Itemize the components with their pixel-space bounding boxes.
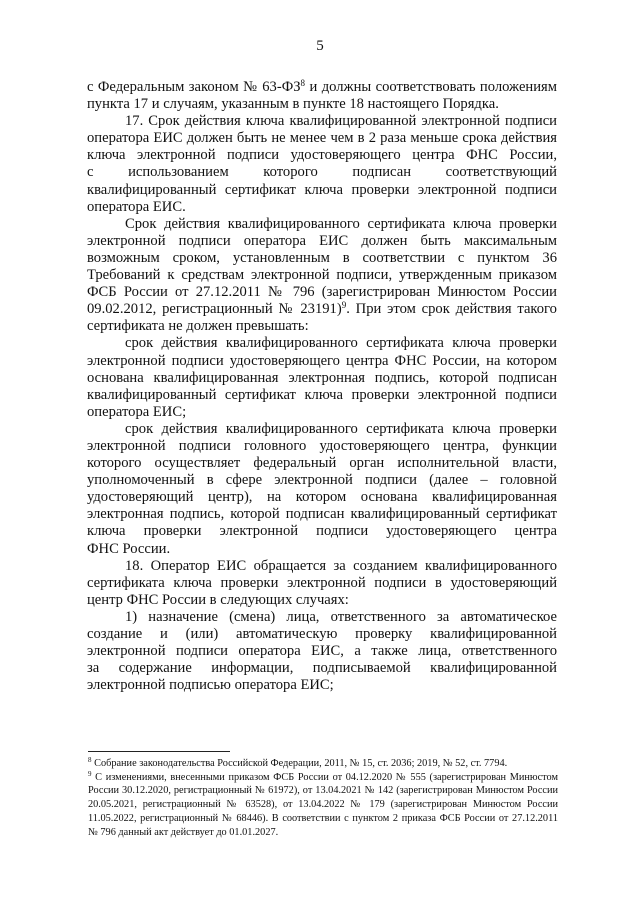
paragraph xyxy=(87,79,557,113)
text-line xyxy=(87,182,557,199)
line-text: ключа электронной подписи удостоверяющего центра ФНС России, xyxy=(87,147,557,164)
text-line xyxy=(87,250,557,267)
line-text: центр ФНС России в следующих случаях: xyxy=(87,591,349,608)
text-line xyxy=(87,438,557,455)
text-line xyxy=(87,506,557,523)
line-text: Срок действия квалифицированного сертификата ключа проверки xyxy=(125,215,557,232)
footnote-ref: 8 xyxy=(300,78,306,88)
document-body xyxy=(87,79,557,694)
line-text: основана квалифицированная электронная подпись, которой подписан xyxy=(87,369,557,386)
text-line xyxy=(87,147,557,164)
footnote-separator xyxy=(88,751,230,752)
footnote-text: Собрание законодательства Российской Федерации, 2011, № 15, ст. 2036; 2019, № 52, ст. 7794. xyxy=(91,758,508,769)
line-text: 17. Срок действия ключа квалифицированной электронной подписи xyxy=(125,113,557,130)
line-text: за содержание информации, подписываемой квалифицированной xyxy=(87,660,557,677)
line-text: электронная подпись, которой подписан квалифицированный сертификат xyxy=(87,506,557,523)
line-text: 18. Оператор ЕИС обращается за созданием квалифицированного xyxy=(125,557,557,574)
text-line xyxy=(87,284,557,301)
footnote-ref: 9 xyxy=(341,300,347,311)
footnote xyxy=(88,757,558,771)
text-line xyxy=(87,96,557,113)
paragraph xyxy=(87,558,557,609)
text-line xyxy=(87,233,557,250)
line-text: сертификата не должен превышать: xyxy=(87,318,309,335)
line-text: с использованием которого подписан соответствующий xyxy=(87,164,557,181)
footnote xyxy=(88,771,558,840)
line-text: ФСБ России от 27.12.2011 № 796 (зарегистрирован Минюстом России xyxy=(87,284,557,301)
text-line xyxy=(87,130,557,147)
footnote-text: России 30.12.2020, регистрационный № 61972), от 13.04.2021 № 142 (зарегистрирован Минюстом России xyxy=(88,785,558,797)
line-text: уполномоченный в сфере электронной подписи (далее – головной xyxy=(87,472,557,489)
line-text: которого осуществляет федеральный орган исполнительной власти, xyxy=(87,455,557,472)
paragraph xyxy=(87,216,557,336)
footnotes xyxy=(88,757,558,839)
line-text: квалифицированный сертификат ключа проверки электронной подписи xyxy=(87,181,557,198)
text-line xyxy=(87,335,557,352)
line-text: квалифицированный сертификат ключа проверки электронной подписи xyxy=(87,386,557,403)
paragraph xyxy=(87,609,557,694)
line-text: электронной подписью оператора ЕИС; xyxy=(87,677,334,694)
line-text: сертификата ключа проверки электронной подписи в удостоверяющий xyxy=(87,574,557,591)
text-line xyxy=(87,523,557,540)
footnote-line xyxy=(88,757,558,771)
paragraph xyxy=(87,421,557,558)
page-number: 5 xyxy=(316,38,324,54)
text-line xyxy=(87,626,557,643)
line-text: оператора ЕИС. xyxy=(87,198,186,215)
text-line xyxy=(87,472,557,489)
line-text: 1) назначение (смена) лица, ответственного за автоматическое xyxy=(125,608,557,625)
line-text: Требований к средствам электронной подписи, утвержденным приказом xyxy=(87,267,557,284)
line-text: ключа проверки электронной подписи удостоверяющего центра xyxy=(87,523,557,540)
line-text: возможным сроком, установленным в соответствии с пунктом 36 xyxy=(87,249,557,266)
text-line xyxy=(87,592,557,609)
footnote-text: 20.05.2021, регистрационный № 63528), от 13.04.2022 № 179 (зарегистрирован Минюстом России xyxy=(88,799,558,811)
text-line xyxy=(87,643,557,660)
text-line xyxy=(87,489,557,506)
text-line xyxy=(87,113,557,130)
text-line xyxy=(87,267,557,284)
text-line xyxy=(87,387,557,404)
text-line xyxy=(87,455,557,472)
footnote-line xyxy=(88,812,558,826)
line-text: и должны соответствовать положениям xyxy=(305,79,557,95)
text-line xyxy=(87,216,557,233)
line-text: удостоверяющий центр), на котором основана квалифицированная xyxy=(87,489,557,506)
text-line xyxy=(87,677,557,694)
footnote-text: 11.05.2022, регистрационный № 68446). В соответствии с пунктом 2 приказа ФСБ России от 27.12.2011 xyxy=(88,812,558,824)
text-line xyxy=(87,301,557,318)
line-text: создание и (или) автоматическую проверку квалифицированной xyxy=(87,626,557,642)
text-line xyxy=(87,164,557,181)
footnote-line xyxy=(88,798,558,812)
footnote-text: С изменениями, внесенными приказом ФСБ России от 04.12.2020 № 555 (зарегистрирован Минюстом xyxy=(91,771,558,783)
text-line xyxy=(87,575,557,592)
footnote-number: 9 xyxy=(88,769,92,778)
line-text: с Федеральным законом № 63-ФЗ xyxy=(87,79,301,95)
line-text: 09.02.2012, регистрационный № 23191) xyxy=(87,301,342,318)
footnote-line xyxy=(88,826,558,840)
text-line xyxy=(87,558,557,575)
footnote-text: № 796 данный акт действует до 01.01.2027. xyxy=(88,826,279,838)
footnote-line xyxy=(88,771,558,785)
paragraph xyxy=(87,113,557,216)
footnote-line xyxy=(88,784,558,798)
text-line xyxy=(87,541,557,558)
footnote-number: 8 xyxy=(88,756,92,764)
line-text: срок действия квалифицированного сертификата ключа проверки xyxy=(125,420,557,437)
line-text: электронной подписи оператора ЕИС должен быть максимальным xyxy=(87,232,557,249)
text-line xyxy=(87,199,557,216)
line-text: электронной подписи оператора ЕИС, а также лица, ответственного xyxy=(87,643,557,660)
line-text: срок действия квалифицированного сертификата ключа проверки xyxy=(125,335,557,352)
text-line xyxy=(87,421,557,438)
line-text: пункта 17 и случаям, указанным в пункте 18 настоящего Порядка. xyxy=(87,96,499,113)
line-text: оператора ЕИС; xyxy=(87,403,187,420)
text-line xyxy=(87,609,557,626)
line-text: оператора ЕИС должен быть не менее чем в 2 раза меньше срока действия xyxy=(87,130,557,147)
line-text: ФНС России. xyxy=(87,540,171,557)
line-text: электронной подписи головного удостоверяющего центра, функции xyxy=(87,437,557,454)
paragraph xyxy=(87,335,557,420)
text-line xyxy=(87,79,557,96)
text-line xyxy=(87,318,557,335)
line-text: . При этом срок действия такого xyxy=(346,301,557,318)
text-line xyxy=(87,404,557,421)
text-line xyxy=(87,353,557,370)
line-text: электронной подписи удостоверяющего центра ФНС России, на котором xyxy=(87,352,557,369)
text-line xyxy=(87,370,557,387)
text-line xyxy=(87,660,557,677)
